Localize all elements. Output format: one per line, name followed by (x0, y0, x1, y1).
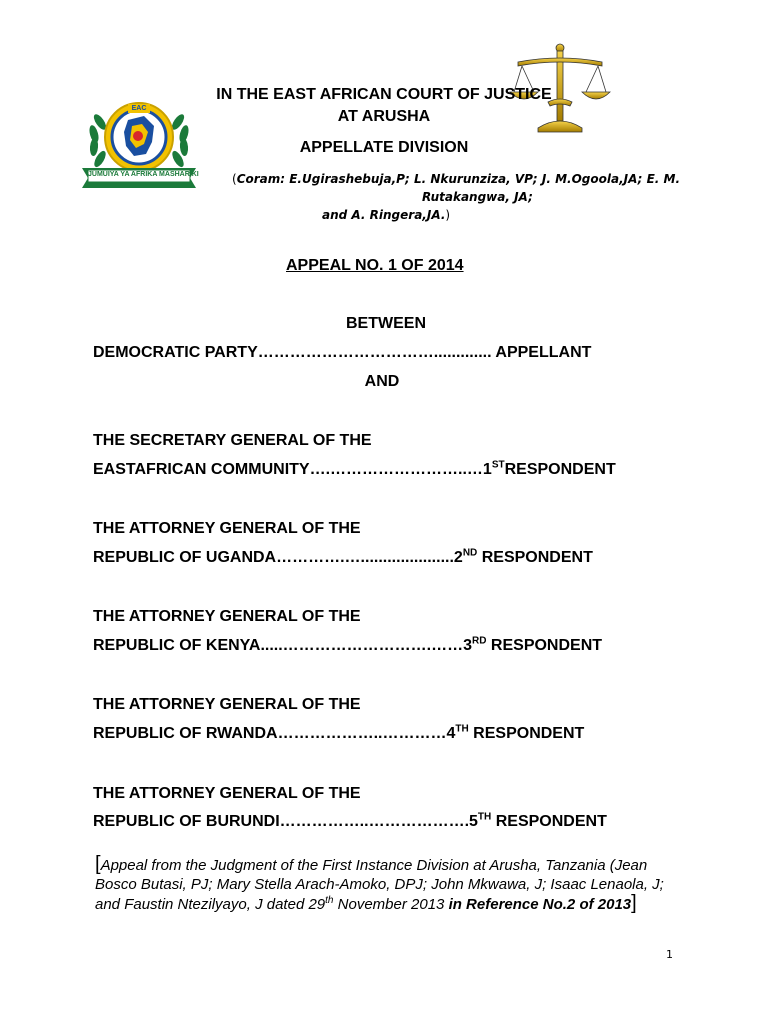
page-number: 1 (666, 948, 673, 961)
respondent-5-title: THE ATTORNEY GENERAL OF THE (93, 785, 361, 802)
emblem-top-text: EAC (131, 105, 147, 112)
coram-line2: Rutakangwa, JA; (422, 190, 533, 204)
respondent-3-title: THE ATTORNEY GENERAL OF THE (93, 608, 361, 625)
respondent-1-line: EASTAFRICAN COMMUNITY….……………………..…1STRESPONDENT (93, 459, 616, 478)
coram-line3: and A. Ringera,JA.) (322, 208, 451, 222)
and-label: AND (364, 373, 400, 390)
court-title: IN THE EAST AFRICAN COURT OF JUSTICE (216, 86, 552, 103)
respondent-5-line: REPUBLIC OF BURUNDI……………..……………….5TH RESPONDENT (93, 811, 607, 830)
court-location: AT ARUSHA (337, 108, 431, 125)
appeal-number: APPEAL NO. 1 OF 2014 (286, 257, 464, 274)
respondent-2-title: THE ATTORNEY GENERAL OF THE (93, 520, 361, 537)
respondent-2-line: REPUBLIC OF UGANDA………….….....................2ND RESPONDENT (93, 547, 593, 566)
division-heading: APPELLATE DIVISION (299, 139, 469, 156)
respondent-4-title: THE ATTORNEY GENERAL OF THE (93, 696, 361, 713)
logo-ribbon-text: JUMUIYA YA AFRIKA MASHARIKI (88, 171, 199, 178)
appellant-line: DEMOCRATIC PARTY……………………………............. APPELLANT (93, 344, 592, 361)
coram-line1: (Coram: E.Ugirashebuja,P; L. Nkurunziza, VP; J. M.Ogoola,JA; E. M. (232, 172, 681, 186)
respondent-3-line: REPUBLIC OF KENYA.....……………………….……3RD RESPONDENT (93, 635, 603, 654)
between-label: BETWEEN (346, 315, 426, 332)
appeal-note: [Appeal from the Judgment of the First Instance Division at Arusha, Tanzania (Jean Bosco Butasi, PJ; Mary Stella Arach-Amoko, DPJ; John Mkwawa, J; Isaac Lenaola, J; and Faustin Ntezilyayo, J dated 29th November 2013 in Reference No.2 of 2013] (95, 853, 664, 914)
respondent-4-line: REPUBLIC OF RWANDA………………..…………4TH RESPONDENT (93, 723, 585, 742)
respondent-1-title: THE SECRETARY GENERAL OF THE (93, 432, 372, 449)
